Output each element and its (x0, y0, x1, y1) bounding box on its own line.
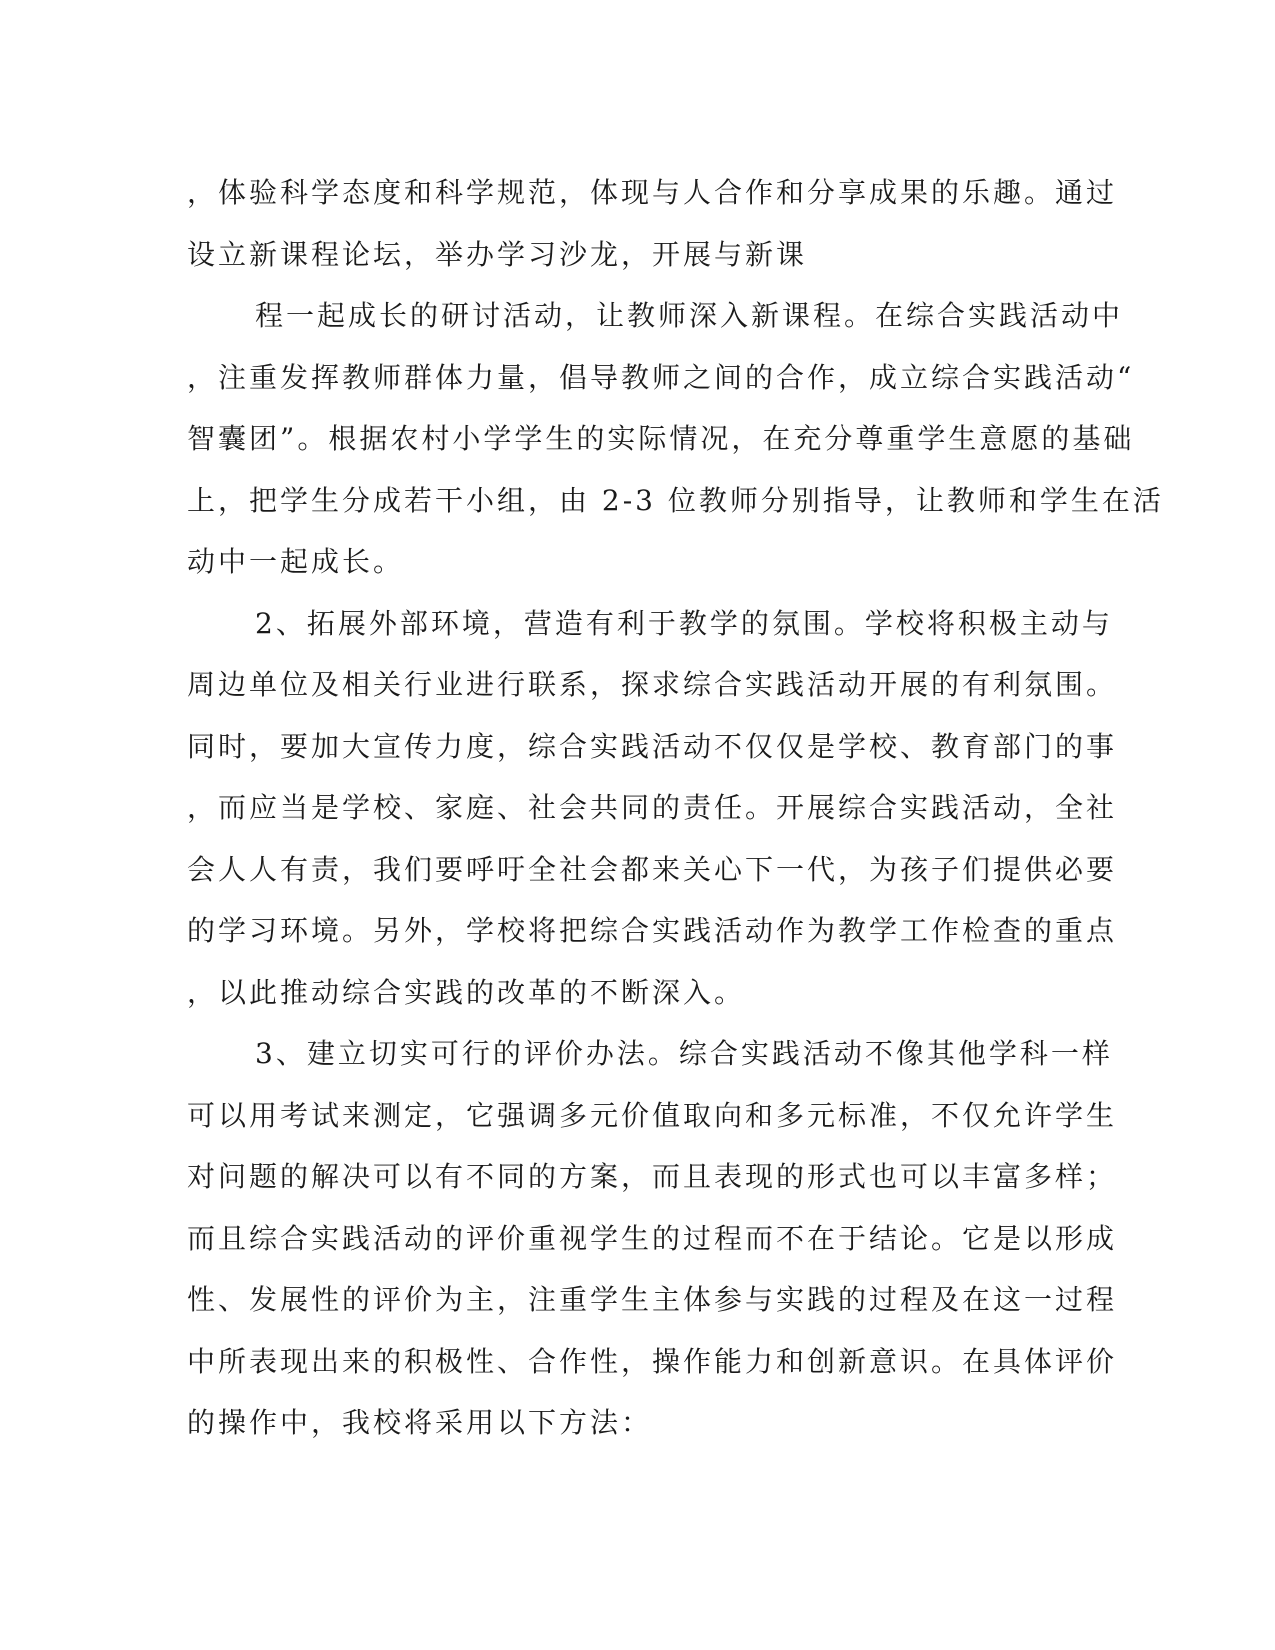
text-line: 同时，要加大宣传力度，综合实践活动不仅仅是学校、教育部门的事 (187, 729, 1118, 763)
text-line: ，体验科学态度和科学规范，体现与人合作和分享成果的乐趣。通过 (187, 176, 1118, 209)
body-text (187, 162, 1164, 1454)
text-line: 程一起成长的研讨活动，让教师深入新课程。在综合实践活动中 (255, 299, 1124, 332)
text-line: 智囊团”。根据农村小学学生的实际情况，在充分尊重学生意愿的基础 (187, 422, 1135, 455)
text-line: 的学习环境。另外，学校将把综合实践活动作为教学工作检查的重点 (187, 914, 1118, 947)
text-line: ，注重发挥教师群体力量，倡导教师之间的合作，成立综合实践活动“ (187, 360, 1135, 394)
text-line: 3、建立切实可行的评价办法。综合实践活动不像其他学科一样 (255, 1037, 1113, 1070)
text-line: 性、发展性的评价为主，注重学生主体参与实践的过程及在这一过程 (187, 1283, 1118, 1316)
text-line: 2、拓展外部环境，营造有利于教学的氛围。学校将积极主动与 (255, 606, 1113, 640)
text-line: 周边单位及相关行业进行联系，探求综合实践活动开展的有利氛围。 (187, 668, 1118, 701)
text-line: 动中一起成长。 (187, 545, 405, 578)
text-line: 的操作中，我校将采用以下方法： (187, 1406, 653, 1439)
text-line: 设立新课程论坛，举办学习沙龙，开展与新课 (187, 237, 808, 271)
text-line: ，而应当是学校、家庭、社会共同的责任。开展综合实践活动，全社 (187, 791, 1118, 824)
text-line: 中所表现出来的积极性、合作性，操作能力和创新意识。在具体评价 (187, 1344, 1118, 1378)
text-line: 上，把学生分成若干小组，由 2-3 位教师分别指导，让教师和学生在活 (187, 483, 1164, 517)
text-line: 而且综合实践活动的评价重视学生的过程而不在于结论。它是以形成 (187, 1221, 1118, 1255)
text-line: ，以此推动综合实践的改革的不断深入。 (187, 975, 746, 1009)
text-line: 可以用考试来测定，它强调多元价值取向和多元标准，不仅允许学生 (187, 1098, 1118, 1132)
text-line: 对问题的解决可以有不同的方案，而且表现的形式也可以丰富多样； (187, 1160, 1118, 1193)
text-line: 会人人有责，我们要呼吁全社会都来关心下一代，为孩子们提供必要 (187, 852, 1118, 886)
